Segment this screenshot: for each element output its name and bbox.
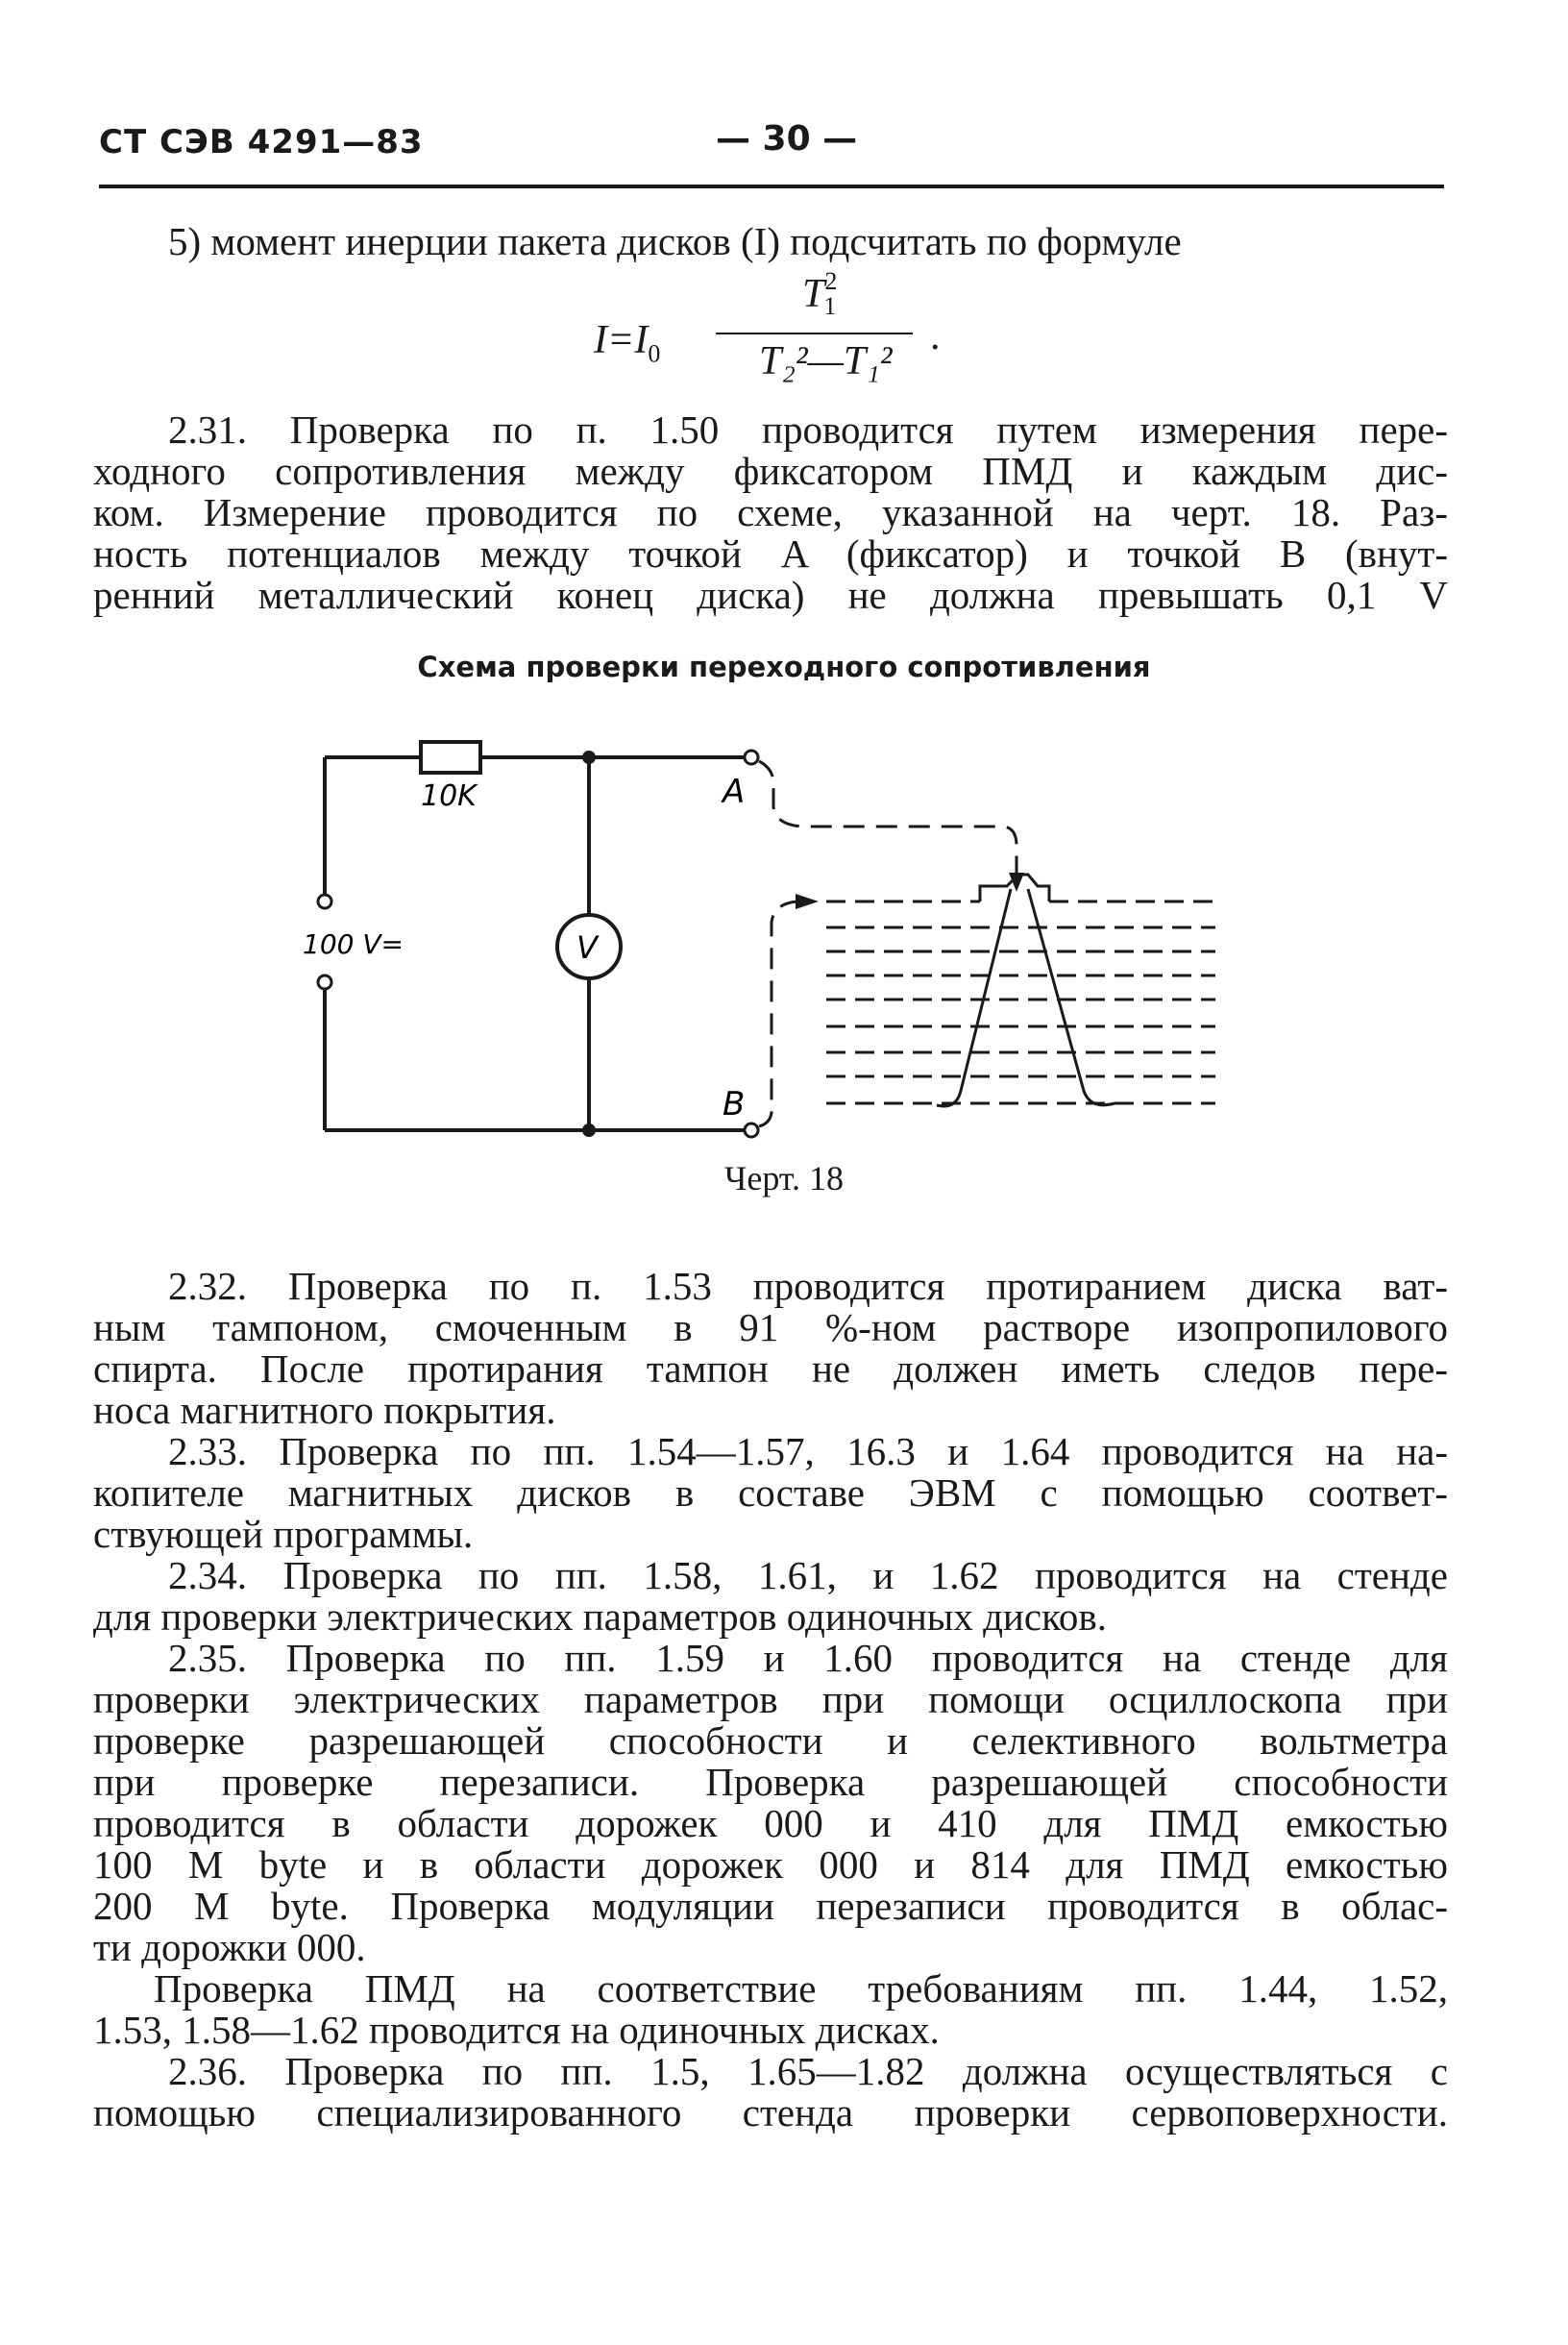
figure-caption: Черт. 18 — [724, 1159, 844, 1197]
formula-period: . — [930, 314, 941, 358]
resistor — [421, 742, 480, 773]
terminal-a — [745, 751, 758, 764]
voltmeter-label: V — [576, 929, 598, 966]
page-number: — 30 — — [716, 119, 858, 159]
document-page: СТ СЭВ 4291—83 — 30 — 5) момент инерции пакета дисков (I) подсчитать по формуле $I=I_0$ $T^21$ T₂²—T₁² . 2.31. Проверка по п. 1.50 проводится путем измерения пере- ходного сопротивления между фиксатором ПМД и каждым дис- ком. Измерение проводится по схеме, указанной на черт. 18. Раз- ность потенциалов между точкой A (фиксатор) и точкой B (внут- ренний металлический конец диска) не должна превышать 0,1 V Схема проверки переходного сопротивления 10K 100 V= V A B Черт. 18 2.32. Проверка по п. 1.53 проводится протиранием диска ват- ным тампоном, смоченным в 91 %-ном растворе изопропилового спирта. После протирания тампон не должен иметь следов пере- носа магнитного покрытия. 2.33. Проверка по пп. 1.54—1.57, 16.3 и 1.64 проводится на на- копителе магнитных дисков в составе ЭВМ с помощью соответ- ствующей программы. 2.34. Проверка по пп. 1.58, 1.61, и 1.62 проводится на стенде для проверки электрических параметров одиночных дисков. 2.35. Проверка по пп. 1.59 и 1.60 проводится на стенде для проверки электрических параметров при помощи осциллоскопа при проверке разрешающей способности и селективного вольтметра при проверке перезаписи. Проверка разрешающей способности проводится в области дорожек 000 и 410 для ПМД емкостью 100 M byte и в области дорожек 000 и 814 для ПМД емкостью 200 M byte. Проверка модуляции перезаписи проводится в облас- ти дорожки 000. Проверка ПМД на соответствие требованиям пп. 1.44, 1.52, 1.53, 1.58—1.62 проводится на одиночных дисках. 2.36. Проверка по пп. 1.5, 1.65—1.82 должна осуществляться с помощью специализированного стенда проверки сервоповерхности. — [0, 0, 1568, 2345]
source-label: 100 V= — [303, 928, 404, 960]
resistor-label: 10K — [421, 779, 477, 813]
fixator-leg-left — [937, 889, 1011, 1106]
junction-bottom — [582, 1123, 596, 1137]
terminal-b — [745, 1123, 758, 1137]
formula-denominator: T₂²—T₁² — [759, 339, 893, 383]
standard-code: СТ СЭВ 4291—83 — [99, 123, 424, 161]
lead-b-dashed — [759, 901, 797, 1126]
formula-numerator: $T^21$ — [802, 267, 838, 320]
point-a-label: A — [723, 773, 746, 811]
arrow-b — [796, 894, 819, 909]
disk-stack — [826, 901, 1215, 1103]
junction-top — [582, 751, 596, 764]
formula-sub-0: 0 — [648, 339, 661, 368]
fixator-clamp — [980, 875, 1049, 901]
item-5-text: 5) момент инерции пакета дисков (I) подсчитать по формуле — [168, 219, 1182, 263]
source-terminal-top — [318, 895, 331, 908]
fixator-leg-right — [1028, 889, 1115, 1105]
figure-title: Схема проверки переходного сопротивления — [417, 651, 1151, 683]
lead-a-dashed — [759, 761, 1017, 879]
source-terminal-bottom — [318, 975, 331, 989]
point-b-label: B — [723, 1085, 746, 1123]
formula-lhs: I=I — [594, 318, 649, 362]
